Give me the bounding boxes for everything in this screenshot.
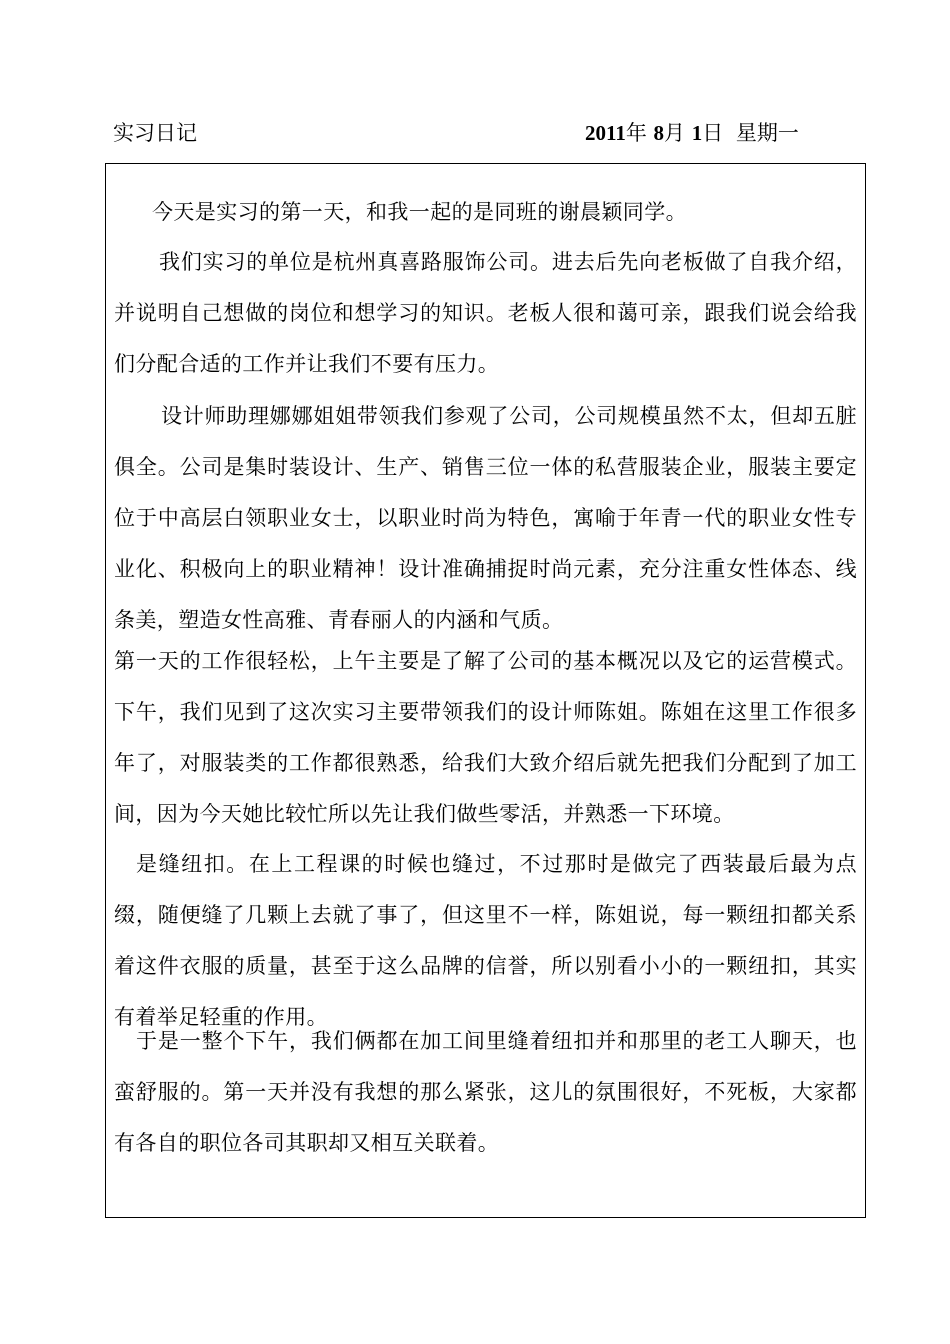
date-year-unit: 年 bbox=[625, 121, 647, 145]
diary-paragraph: 第一天的工作很轻松，上午主要是了解了公司的基本概况以及它的运营模式。下午，我们见到了这次实习主要带领我们的设计师陈姐。陈姐在这里工作很多年了，对服装类的工作都很熟悉，给我们大致介绍后就先把我们分配到了加工间，因为今天她比较忙所以先让我们做些零活，并熟悉一下环境。 bbox=[114, 649, 857, 826]
diary-paragraph: 于是一整个下午，我们俩都在加工间里缝着纽扣并和那里的老工人聊天，也蛮舒服的。第一天并没有我想的那么紧张，这儿的氛围很好，不死板，大家都有各自的职位各司其职却又相互关联着。 bbox=[114, 1029, 857, 1155]
date-month-unit: 月 bbox=[664, 121, 686, 145]
diary-paragraph: 是缝纽扣。在上工程课的时候也缝过，不过那时是做完了西装最后最为点缀，随便缝了几颗上去就了事了，但这里不一样，陈姐说，每一颗纽扣都关系着这件衣服的质量，甚至于这么品牌的信誉，所以别看小小的一颗纽扣，其实有着举足轻重的作用。 bbox=[114, 852, 857, 1029]
date-month: 8 bbox=[653, 121, 665, 145]
diary-paragraph: 我们实习的单位是杭州真喜路服饰公司。进去后先向老板做了自我介绍，并说明自己想做的岗位和想学习的知识。老板人很和蔼可亲，跟我们说会给我们分配合适的工作并让我们不要有压力。 bbox=[114, 250, 857, 376]
diary-paragraph: 今天是实习的第一天，和我一起的是同班的谢晨颖同学。 bbox=[152, 200, 687, 224]
diary-date bbox=[585, 118, 799, 148]
diary-title: 实习日记 bbox=[113, 121, 197, 145]
date-year: 2011 bbox=[585, 121, 626, 145]
date-weekday: 星期一 bbox=[735, 121, 799, 145]
date-day: 1 bbox=[691, 121, 703, 145]
date-day-unit: 日 bbox=[702, 121, 724, 145]
diary-paragraph: 设计师助理娜娜姐姐带领我们参观了公司，公司规模虽然不太，但却五脏俱全。公司是集时装设计、生产、销售三位一体的私营服装企业，服装主要定位于中高层白领职业女士，以职业时尚为特色，寓喻于年青一代的职业女性专业化、积极向上的职业精神！设计准确捕捉时尚元素，充分注重女性体态、线条美，塑造女性高雅、青春丽人的内涵和气质。 bbox=[114, 404, 857, 632]
diary-entry-box bbox=[105, 163, 866, 1218]
